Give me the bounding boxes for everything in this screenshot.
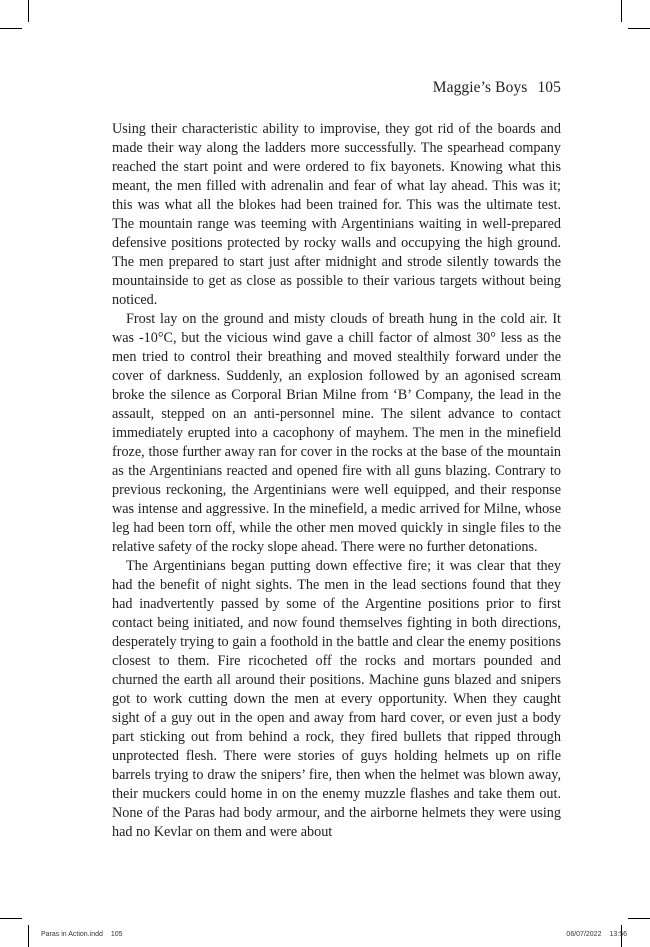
slug-timestamp xyxy=(566,931,627,938)
crop-mark-bottom-right xyxy=(628,918,650,919)
slug-file-info xyxy=(41,931,123,938)
running-title: Maggie’s Boys xyxy=(432,79,528,96)
slug-time: 13:56 xyxy=(609,931,627,938)
paragraph: The Argentinians began putting down effective fire; it was clear that they had the benefit of night sights. The men in the lead sections found that they had inadvertently passed by some of the Argentine positions prior to first contact being initiated, and now found themselves fighting in both directions, desperately trying to gain a foothold in the battle and clear the enemy positions closest to them. Fire ricocheted off the rocks and mortars pounded and churned the earth all around their positions. Machine guns blazed and snipers got to work cutting down the men at every opportunity. When they caught sight of a guy out in the open and away from hard cover, or even just a body part sticking out from behind a rock, they fired bullets that ripped through unprotected flesh. There were stories of guys holding helmets up on rifle barrels trying to draw the snipers’ fire, then when the helmet was blown away, their muckers could home in on the enemy muzzle flashes and take them out. None of the Paras had body armour, and the airborne helmets they were using had no Kevlar on them and were about xyxy=(112,558,561,840)
body-text xyxy=(112,120,561,842)
slug-page: 105 xyxy=(110,931,123,938)
crop-mark-top-left xyxy=(0,28,22,29)
paragraph: Frost lay on the ground and misty clouds of breath hung in the cold air. It was -10°C, but the vicious wind gave a chill factor of almost 30° less as the men tried to control their breathing and moved stealthily forward under the cover of darkness. Suddenly, an explosion followed by an agonised scream broke the silence as Corporal Brian Milne from ‘B’ Company, the lead in the assault, stepped on an anti-personnel mine. The silent advance to contact immediately erupted into a cacophony of mayhem. The men in the minefield froze, those further away ran for cover in the rocks at the base of the mountain as the Argentinians reacted and opened fire with all guns blazing. Contrary to previous reckoning, the Argentinians were well equipped, and their response was intense and aggressive. In the minefield, a medic arrived for Milne, whose leg had been torn off, while the other men moved quickly in single files to the relative safety of the rocky slope ahead. There were no further detonations. xyxy=(112,311,561,555)
running-head xyxy=(433,79,561,97)
slug-file-name: Paras in Action.indd xyxy=(41,931,103,938)
crop-mark-top-right xyxy=(628,28,650,29)
crop-mark-top-right xyxy=(621,0,622,22)
paragraph: Using their characteristic ability to improvise, they got rid of the boards and made their way along the ladders more successfully. The spearhead company reached the start point and were ordered to fix bayonets. Knowing what this meant, the men filled with adrenalin and fear of what lay ahead. This was it; this was what all the blokes had been trained for. This was the ultimate test. The mountain range was teeming with Argentinians waiting in well-prepared defensive positions protected by rocky walls and occupying the high ground. The men prepared to start just after midnight and strode silently towards the mountainside to get as close as possible to their various targets without being noticed. xyxy=(112,121,561,308)
crop-mark-bottom-left xyxy=(28,925,29,947)
slug-date: 06/07/2022 xyxy=(566,931,602,938)
crop-mark-bottom-left xyxy=(0,918,22,919)
page-number: 105 xyxy=(537,79,561,96)
crop-mark-top-left xyxy=(28,0,29,22)
